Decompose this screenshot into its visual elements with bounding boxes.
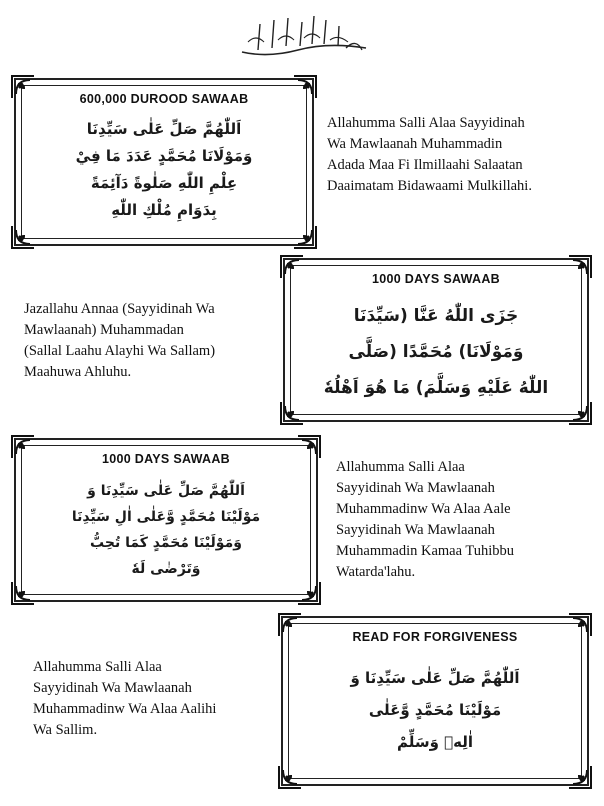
transliteration-block bbox=[336, 457, 514, 583]
arabic-line: وَمَوْلَانَا) مُحَمَّدًا (صَلَّى bbox=[348, 342, 524, 362]
arabic-line: اَللّٰهُمَّ صَلِّ عَلٰى سَيِّدِنَا وَ bbox=[87, 483, 245, 499]
card-title: 1000 DAYS SAWAAB bbox=[102, 452, 230, 466]
ornament-corner-icon bbox=[567, 764, 593, 790]
transliteration-block bbox=[24, 299, 215, 383]
arabic-line: عِلْمِ اللّٰهِ صَلٰوةً دَآئِمَةً bbox=[90, 174, 238, 192]
arabic-line: مَوْلَيْنَا مُحَمَّدٍ وَّعَلٰى اٰلِ سَيِّدِنَا bbox=[71, 509, 261, 525]
transliteration-line: Watarda'lahu. bbox=[336, 564, 416, 580]
arabic-line: وَمَوْلَيْنَا مُحَمَّدٍ كَمَا تُحِبُّ bbox=[90, 535, 242, 551]
card-title: 1000 DAYS SAWAAB bbox=[372, 272, 500, 286]
transliteration-line: Jazallahu Annaa (Sayyidinah Wa bbox=[24, 301, 215, 317]
durood-card-forgiveness bbox=[281, 616, 589, 786]
transliteration-line: Mawlaanah) Muhammadan bbox=[24, 322, 184, 338]
arabic-line: وَتَرْضٰى لَهٗ bbox=[131, 561, 201, 577]
arabic-line: جَزَى اللّٰهُ عَنَّا (سَيِّدَنَا bbox=[353, 306, 519, 326]
arabic-line: اٰلِهٖ وَسَلِّمْ bbox=[396, 733, 474, 751]
card-title: 600,000 DUROOD SAWAAB bbox=[79, 92, 249, 106]
durood-card-1000-days-a bbox=[283, 258, 589, 422]
transliteration-line: (Sallal Laahu Alayhi Wa Sallam) bbox=[24, 343, 216, 359]
arabic-line: اللّٰهُ عَلَيْهِ وَسَلَّمَ) مَا هُوَ اَهْلُهٗ bbox=[323, 378, 549, 398]
arabic-durood-text bbox=[16, 116, 312, 224]
transliteration-line: Sayyidinah Wa Mawlaanah bbox=[336, 480, 495, 496]
transliteration-line: Wa Sallim. bbox=[33, 722, 98, 738]
transliteration-block bbox=[327, 113, 532, 197]
durood-card-600000 bbox=[14, 78, 314, 246]
transliteration-block bbox=[33, 657, 216, 741]
transliteration-line: Muhammadinw Wa Alaa Aalihi bbox=[33, 701, 217, 717]
transliteration-line: Allahumma Salli Alaa Sayyidinah bbox=[327, 115, 525, 131]
transliteration-line: Muhammadinw Wa Alaa Aale bbox=[336, 501, 511, 517]
arabic-line: مَوْلَيْنَا مُحَمَّدٍ وَّعَلٰى bbox=[368, 701, 502, 719]
ornament-corner-icon bbox=[10, 224, 36, 250]
arabic-line: اَللّٰهُمَّ صَلِّ عَلٰى سَيِّدِنَا bbox=[86, 120, 242, 138]
ornament-corner-icon bbox=[292, 224, 318, 250]
durood-card-1000-days-b bbox=[14, 438, 318, 602]
transliteration-line: Adada Maa Fi Ilmillaahi Salaatan bbox=[327, 157, 523, 173]
transliteration-line: Allahumma Salli Alaa bbox=[33, 659, 162, 675]
ornament-corner-icon bbox=[10, 580, 36, 606]
transliteration-line: Allahumma Salli Alaa bbox=[336, 459, 465, 475]
transliteration-line: Daaimatam Bidawaami Mulkillahi. bbox=[327, 178, 532, 194]
ornament-corner-icon bbox=[277, 764, 303, 790]
arabic-durood-text bbox=[285, 298, 587, 406]
transliteration-line: Maahuwa Ahluhu. bbox=[24, 364, 132, 380]
transliteration-line: Sayyidinah Wa Mawlaanah bbox=[33, 680, 192, 696]
arabic-line: بِدَوَامِ مُلْكِ اللّٰهِ bbox=[111, 201, 217, 219]
bismillah-calligraphy bbox=[238, 12, 370, 62]
arabic-durood-text bbox=[283, 662, 587, 758]
transliteration-line: Wa Mawlaanah Muhammadin bbox=[327, 136, 503, 152]
arabic-durood-text bbox=[16, 478, 316, 582]
transliteration-line: Muhammadin Kamaa Tuhibbu bbox=[336, 543, 515, 559]
card-title: READ FOR FORGIVENESS bbox=[352, 630, 518, 644]
bismillah-calligraphy-icon bbox=[238, 12, 370, 62]
arabic-line: وَمَوْلَانَا مُحَمَّدٍ عَدَدَ مَا فِيْ bbox=[75, 147, 253, 165]
ornament-corner-icon bbox=[296, 580, 322, 606]
transliteration-line: Sayyidinah Wa Mawlaanah bbox=[336, 522, 495, 538]
arabic-line: اَللّٰهُمَّ صَلِّ عَلٰى سَيِّدِنَا وَ bbox=[350, 669, 520, 687]
